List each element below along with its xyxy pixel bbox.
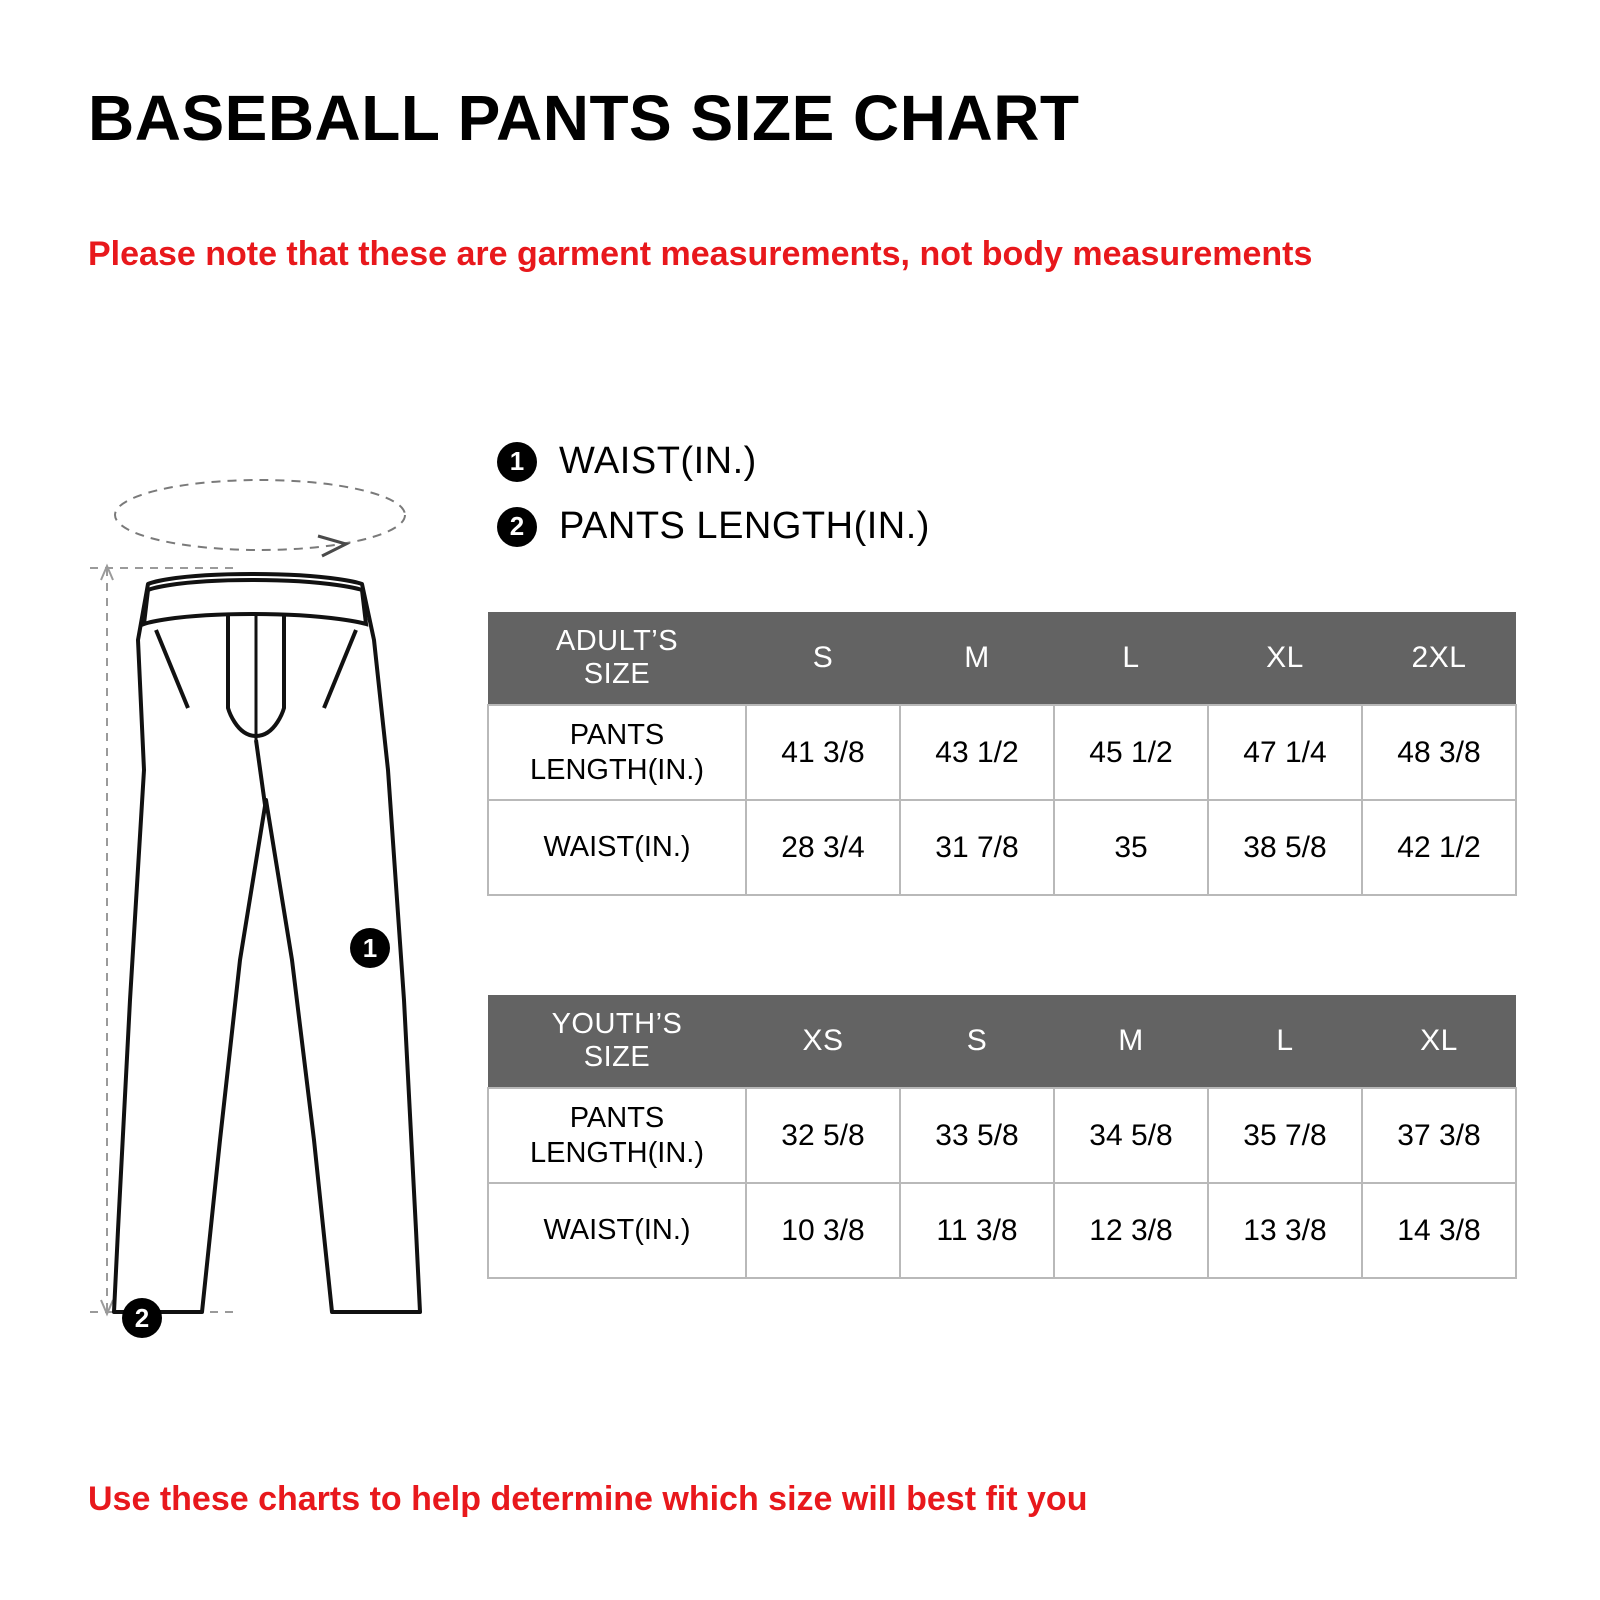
- youth-col-0: XS: [746, 995, 900, 1088]
- youth-col-3: L: [1208, 995, 1362, 1088]
- adult-col-4: 2XL: [1362, 612, 1516, 705]
- measurement-note: Please note that these are garment measurements, not body measurements: [88, 235, 1313, 273]
- legend-label-pants-length: PANTS LENGTH(IN.): [559, 505, 930, 547]
- marker-1-icon: 1: [497, 442, 537, 482]
- youth-row-label-waist: WAIST(IN.): [488, 1183, 746, 1278]
- legend-item-pants-length: [497, 505, 1197, 548]
- marker-2-icon: 2: [497, 507, 537, 547]
- adult-col-2: L: [1054, 612, 1208, 705]
- legend: [497, 440, 1197, 570]
- pants-illustration: [60, 440, 480, 1340]
- adult-waist-s: 28 3/4: [746, 800, 900, 895]
- youth-length-xs: 32 5/8: [746, 1088, 900, 1183]
- legend-item-waist: [497, 440, 1197, 483]
- adult-col-0: S: [746, 612, 900, 705]
- adult-length-xl: 47 1/4: [1208, 705, 1362, 800]
- table-row: [488, 1183, 1516, 1278]
- youth-waist-xl: 14 3/8: [1362, 1183, 1516, 1278]
- adult-length-m: 43 1/2: [900, 705, 1054, 800]
- footer-note: Use these charts to help determine which size will best fit you: [88, 1480, 1088, 1518]
- table-row: [488, 705, 1516, 800]
- youth-table-header-row: [488, 995, 1516, 1088]
- youth-size-table: [487, 995, 1517, 1279]
- adult-length-2xl: 48 3/8: [1362, 705, 1516, 800]
- adult-length-l: 45 1/2: [1054, 705, 1208, 800]
- youth-col-4: XL: [1362, 995, 1516, 1088]
- youth-col-2: M: [1054, 995, 1208, 1088]
- adult-col-3: XL: [1208, 612, 1362, 705]
- adult-table-corner: ADULT’S SIZE: [488, 612, 746, 705]
- adult-waist-2xl: 42 1/2: [1362, 800, 1516, 895]
- youth-length-l: 35 7/8: [1208, 1088, 1362, 1183]
- adult-waist-xl: 38 5/8: [1208, 800, 1362, 895]
- diagram-marker-length: 2: [122, 1298, 162, 1338]
- adult-waist-l: 35: [1054, 800, 1208, 895]
- youth-length-xl: 37 3/8: [1362, 1088, 1516, 1183]
- youth-row-label-length: PANTS LENGTH(IN.): [488, 1088, 746, 1183]
- youth-waist-xs: 10 3/8: [746, 1183, 900, 1278]
- adult-waist-m: 31 7/8: [900, 800, 1054, 895]
- youth-col-1: S: [900, 995, 1054, 1088]
- youth-waist-m: 12 3/8: [1054, 1183, 1208, 1278]
- pants-diagram: [60, 440, 480, 1340]
- adult-row-label-length: PANTS LENGTH(IN.): [488, 705, 746, 800]
- legend-label-waist: WAIST(IN.): [559, 440, 757, 482]
- youth-waist-s: 11 3/8: [900, 1183, 1054, 1278]
- adult-length-s: 41 3/8: [746, 705, 900, 800]
- page-title: BASEBALL PANTS SIZE CHART: [88, 82, 1080, 154]
- adult-table-header-row: [488, 612, 1516, 705]
- youth-length-s: 33 5/8: [900, 1088, 1054, 1183]
- diagram-marker-waist: 1: [350, 928, 390, 968]
- youth-length-m: 34 5/8: [1054, 1088, 1208, 1183]
- table-row: [488, 1088, 1516, 1183]
- table-row: [488, 800, 1516, 895]
- adult-col-1: M: [900, 612, 1054, 705]
- youth-table-corner: YOUTH’S SIZE: [488, 995, 746, 1088]
- adult-size-table: [487, 612, 1517, 896]
- adult-row-label-waist: WAIST(IN.): [488, 800, 746, 895]
- waist-measure-ellipse: [115, 480, 405, 550]
- youth-waist-l: 13 3/8: [1208, 1183, 1362, 1278]
